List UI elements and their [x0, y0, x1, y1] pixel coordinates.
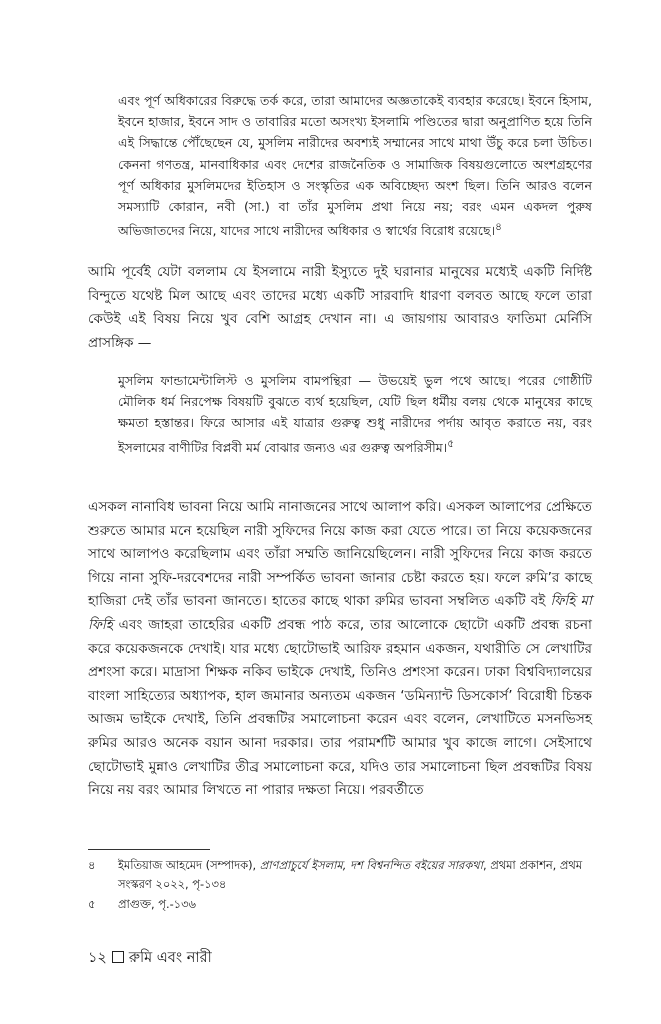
block-quote-2	[118, 370, 592, 458]
page-number: ১২	[88, 950, 107, 966]
footnote-divider	[88, 849, 210, 850]
block-quote-1	[118, 90, 592, 242]
footnote-number: ৪	[88, 858, 96, 872]
footnote-text: প্রাগুক্ত, পৃ.-১৩৬	[118, 897, 196, 911]
footnote-ref-4: ৪	[495, 221, 502, 234]
footnote-4	[88, 856, 592, 894]
footnote-text	[118, 856, 590, 894]
footnote-5	[88, 895, 592, 914]
body-paragraph-2-part-a: এসকল নানাবিধ ভাবনা নিয়ে আমি নানাজনের সাথে আলাপ করি। এসকল আলাপের প্রেক্ষিতে শুরুতে আমার মনে হয়েছিল নারী সুফিদের নিয়ে কাজ করা যেতে পারে। তা নিয়ে কয়েকজনের সাথে আলাপও করেছিলাম এবং তাঁরা সম্মতি জানিয়েছিলেন। নারী সুফিদের নিয়ে কাজ করতে গিয়ে নানা সুফি-দরবেশদের নারী সম্পর্কিত ভাবনা জানার চেষ্টা করতে হয়। ফলে রুমি’র কাছে হাজিরা দেই তাঁর ভাবনা জানতে। হাতের কাছে থাকা রুমির ভাবনা সম্বলিত একটি বই	[88, 499, 592, 610]
square-ornament-icon	[112, 951, 124, 963]
page-footer	[88, 948, 212, 968]
footnote-publication: , প্রথমা প্রকাশন, প্রথম সংস্করণ ২০২২, পৃ-১৩৪	[118, 858, 583, 891]
footnote-number: ৫	[88, 897, 96, 911]
footnote-author: ইমতিয়াজ আহমেদ (সম্পাদক),	[118, 858, 260, 872]
footnote-book-title: প্রাণপ্রাচুর্যে ইসলাম, দশ বিশ্বনন্দিত বইয়ের সারকথা	[259, 858, 483, 872]
body-paragraph-2-part-b: এবং জাহরা তাহেরির একটি প্রবন্ধ পাঠ করে, তার আলোকে ছোটো একটি প্রবন্ধ রচনা করে কয়েকজনকে দেখাই। যার মধ্যে ছোটোভাই আরিফ রহমান একজন, যথারীতি সে লেখাটির প্রশংসা করে। মাদ্রাসা শিক্ষক নকিব ভাইকে দেখাই, তিনিও প্রশংসা করেন। ঢাকা বিশ্ববিদ্যালয়ের বাংলা সাহিত্যের অধ্যাপক, হাল জমানার অন্যতম একজন ‘ডমিন্যান্ট ডিসকোর্স’ বিরোধী চিন্তক আজম ভাইকে দেখাই, তিনি প্রবন্ধটির সমালোচনা করেন এবং বলেন, লেখাটিতে মসনভিসহ রুমির আরও অনেক বয়ান আনা দরকার। তার পরামর্শটি আমার খুব কাজে লাগে। সেইসাথে ছোটোভাই মুন্নাও লেখাটির তীব্র সমালোচনা করে, যদিও তার সমালোচনা ছিল প্রবন্ধটির বিষয় নিয়ে নয় বরং আমার লিখতে না পারার দক্ষতা নিয়ে। পরবর্তীতে	[88, 616, 592, 799]
block-quote-1-text: এবং পূর্ণ অধিকারের বিরুদ্ধে তর্ক করে, তারা আমাদের অজ্ঞতাকেই ব্যবহার করেছে। ইবনে হিসাম, ইবনে হাজার, ইবনে সাদ ও তাবারির মতো অসংখ্য ইসলামি পণ্ডিতের দ্বারা অনুপ্রাণিত হয়ে তিনি এই সিদ্ধান্তে পৌঁছেছেন যে, মুসলিম নারীদের অবশ্যই সম্মানের সাথে মাথা উঁচু করে চলা উচিত। কেননা গণতন্ত্র, মানবাধিকার এবং দেশের রাজনৈতিক ও সামাজিক বিষয়গুলোতে অংশগ্রহণের পূর্ণ অধিকার মুসলিমদের ইতিহাস ও সংস্কৃতির এক অবিচ্ছেদ্য অংশ ছিল। তিনি আরও বলেন সমস্যাটি কোরান, নবী (সা.) বা তাঁর মুসলিম প্রথা নিয়ে নয়; বরং এমন একদল পুরুষ অভিজাতদের নিয়ে, যাদের সাথে নারীদের অধিকার ও স্বার্থের বিরোধ রয়েছে।	[118, 93, 592, 239]
running-title: রুমি এবং নারী	[128, 950, 212, 966]
body-paragraph-2	[88, 496, 592, 803]
book-title-fihi-ma-fihi: ফিহি মা ফিহি	[88, 593, 592, 633]
footnote-ref-5: ৫	[447, 437, 455, 450]
block-quote-2-text: মুসলিম ফান্ডামেন্টালিস্ট ও মুসলিম বামপন্থিরা — উভয়েই ভুল পথে আছে। পরের গোষ্ঠীটি মৌলিক ধর্ম নিরপেক্ষ বিষয়টি বুঝতে ব্যর্থ হয়েছিল, যেটি ছিল ধর্মীয় বলয় থেকে মানুষের কাছে ক্ষমতা হস্তান্তর। ফিরে আসার এই যাত্রার গুরুত্ব শুধু নারীদের পর্দায় আবৃত করাতে নয়, বরং ইসলামের বাণীটির বিপ্লবী মর্ম বোঝার জন্যও এর গুরুত্ব অপরিসীম।	[118, 373, 592, 455]
body-paragraph-1: আমি পূর্বেই যেটা বললাম যে ইসলামে নারী ইস্যুতে দুই ঘরানার মানুষের মধ্যেই একটি নির্দিষ্ট বিন্দুতে যথেষ্ট মিল আছে এবং তাদের মধ্যে একটি সারবাদি ধারণা বলবত আছে ফলে তারা কেউই এই বিষয় নিয়ে খুব বেশি আগ্রহ দেখান না। এ জায়গায় আবারও ফাতিমা মের্নিসি প্রাসঙ্গিক —	[88, 264, 592, 351]
